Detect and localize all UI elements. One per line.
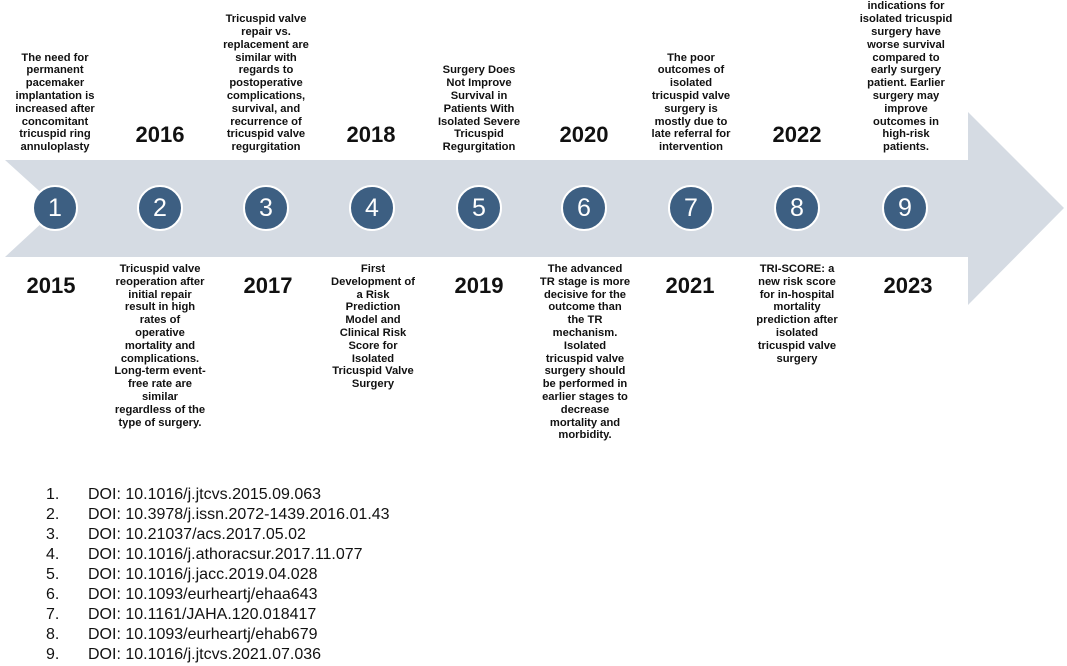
milestone-text-5: Surgery Does Not Improve Survival in Patients With Isolated Severe Tricuspid Regurgitation xyxy=(437,64,521,154)
reference-number: 7. xyxy=(46,606,60,623)
reference-item xyxy=(46,605,390,625)
milestone-node-1: 1 xyxy=(32,185,78,231)
milestone-text-1: The need for permanent pacemaker implantation is increased after concomitant tricuspid ring annuloplasty xyxy=(15,51,95,154)
reference-item xyxy=(46,625,390,645)
milestone-node-3: 3 xyxy=(243,185,289,231)
milestone-node-4: 4 xyxy=(349,185,395,231)
milestone-text-9: indications for isolated tricuspid surgery have worse survival compared to early surgery patient. Earlier surgery may improve outcomes in high-risk patients. xyxy=(859,0,953,154)
reference-number: 1. xyxy=(46,486,60,503)
milestone-year-1: 2015 xyxy=(26,273,76,298)
milestone-text-4: First Development of a Risk Prediction Model and Clinical Risk Score for Isolated Tricuspid Valve Surgery xyxy=(331,263,415,391)
reference-number: 3. xyxy=(46,526,60,543)
milestone-text-7: The poor outcomes of isolated tricuspid valve surgery is mostly due to late referral for intervention xyxy=(651,51,731,154)
milestone-text-8: TRI-SCORE: a new risk score for in-hospital mortality prediction after isolated tricuspid valve surgery xyxy=(756,263,838,365)
reference-item xyxy=(46,505,390,525)
milestone-year-4: 2018 xyxy=(346,122,396,147)
milestone-year-7: 2021 xyxy=(665,273,715,298)
milestone-node-9: 9 xyxy=(882,185,928,231)
reference-number: 4. xyxy=(46,546,60,563)
reference-doi: DOI: 10.1016/j.jtcvs.2015.09.063 xyxy=(88,486,322,503)
milestone-year-6: 2020 xyxy=(559,122,609,147)
reference-item xyxy=(46,545,390,565)
milestone-node-8: 8 xyxy=(774,185,820,231)
milestone-text-6: The advanced TR stage is more decisive for the outcome than the TR mechanism. Isolated tricuspid valve surgery should be performed in earlier stages to decrease mortality and morbidity. xyxy=(539,263,631,442)
reference-number: 8. xyxy=(46,626,60,643)
reference-number: 9. xyxy=(46,646,60,663)
reference-number: 5. xyxy=(46,566,60,583)
milestone-text-2: Tricuspid valve reoperation after initial repair result in high rates of operative mortality and complications. Long-term event-free rate are similar regardless of the type of surgery. xyxy=(114,263,206,429)
reference-doi: DOI: 10.1016/j.jacc.2019.04.028 xyxy=(88,566,318,583)
milestone-year-3: 2017 xyxy=(243,273,293,298)
milestone-node-6: 6 xyxy=(561,185,607,231)
reference-number: 2. xyxy=(46,506,60,523)
reference-item xyxy=(46,525,390,545)
milestone-year-8: 2022 xyxy=(772,122,822,147)
reference-item xyxy=(46,645,390,665)
reference-doi: DOI: 10.1016/j.jtcvs.2021.07.036 xyxy=(88,646,322,663)
milestone-node-7: 7 xyxy=(668,185,714,231)
reference-doi: DOI: 10.1161/JAHA.120.018417 xyxy=(88,606,317,623)
reference-item xyxy=(46,585,390,605)
milestone-text-3: Tricuspid valve repair vs. replacement are similar with regards to postoperative complications, survival, and recurrence of tricuspid valve regurgitation xyxy=(223,13,309,154)
reference-item xyxy=(46,565,390,585)
reference-doi: DOI: 10.1016/j.athoracsur.2017.11.077 xyxy=(88,546,363,563)
milestone-node-2: 2 xyxy=(137,185,183,231)
milestone-year-5: 2019 xyxy=(454,273,504,298)
reference-item xyxy=(46,485,390,505)
reference-list xyxy=(46,485,390,665)
reference-doi: DOI: 10.1093/eurheartj/ehab679 xyxy=(88,626,318,643)
milestone-year-2: 2016 xyxy=(135,122,185,147)
reference-doi: DOI: 10.21037/acs.2017.05.02 xyxy=(88,526,306,543)
reference-number: 6. xyxy=(46,586,60,603)
reference-doi: DOI: 10.1093/eurheartj/ehaa643 xyxy=(88,586,318,603)
reference-doi: DOI: 10.3978/j.issn.2072-1439.2016.01.43 xyxy=(88,506,390,523)
milestone-year-9: 2023 xyxy=(883,273,933,298)
milestone-node-5: 5 xyxy=(456,185,502,231)
